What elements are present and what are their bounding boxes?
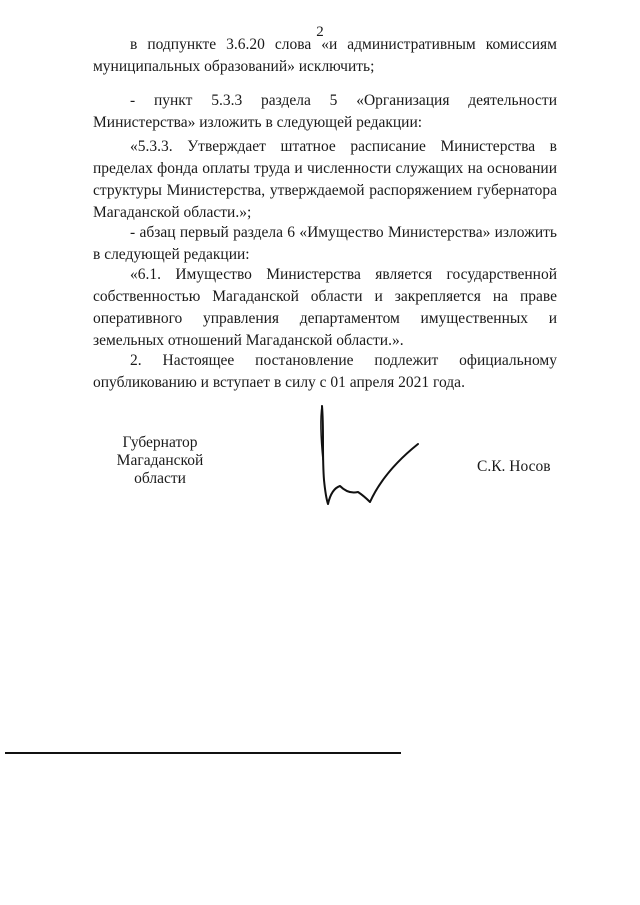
paragraph-clause-5-3-3-intro: - пункт 5.3.3 раздела 5 «Организация деятельности Министерства» изложить в следующей редакции: [93,92,557,131]
page-number: 2 [316,24,324,40]
signatory-title-line2: Магаданской области [116,452,204,487]
paragraph-clause-6-1-text: «6.1. Имущество Министерства является государственной собственностью Магаданской области и закрепляется на праве оперативного управления департаментом имущественных и земельных отношений Магаданской области.». [93,266,557,349]
paragraph-subclause-3-6-20: в подпункте 3.6.20 слова «и административным комиссиям муниципальных образований» исключить; [93,36,557,75]
paragraph-entry-into-force: 2. Настоящее постановление подлежит официальному опубликованию и вступает в силу с 01 апреля 2021 года. [93,352,557,391]
paragraph-clause-5-3-3-text: «5.3.3. Утверждает штатное расписание Министерства в пределах фонда оплаты труда и численности служащих на основании структуры Министерства, утверждаемой распоряжением губернатора Магаданской области.»; [93,138,557,221]
signatory-title-line1: Губернатор [122,434,198,451]
signatory-name: С.К. Носов [477,458,551,475]
signatory-title [90,434,230,488]
paragraph-section-6-intro: - абзац первый раздела 6 «Имущество Министерства» изложить в следующей редакции: [93,224,557,263]
handwritten-signature [310,400,430,510]
footer-rule [5,752,401,754]
